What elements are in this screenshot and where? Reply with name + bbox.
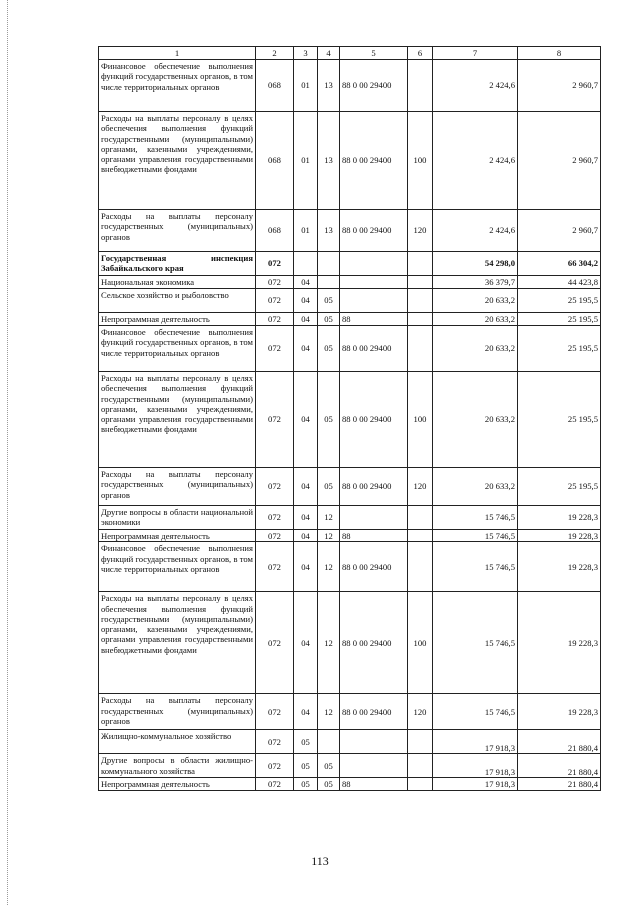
- cell-ministry-code: 068: [256, 60, 294, 112]
- cell-section: 04: [294, 313, 318, 326]
- cell-target-article: 88 0 00 29400: [340, 60, 408, 112]
- cell-section: 04: [294, 372, 318, 468]
- cell-expense-type: [408, 506, 433, 530]
- cell-subsection: 05: [318, 778, 340, 791]
- row-name: Финансовое обеспечение выполнения функций государственных органов, в том числе территориальных органов: [99, 542, 256, 592]
- cell-target-article: [340, 730, 408, 754]
- budget-table: [98, 46, 601, 791]
- row-name: Расходы на выплаты персоналу в целях обеспечения выполнения функций государственными (муниципальными) органами, казенными учреждениями, органами управления государственными внебюджетными фондами: [99, 372, 256, 468]
- cell-target-article: 88 0 00 29400: [340, 210, 408, 252]
- column-header: 7: [433, 47, 518, 60]
- cell-section: 05: [294, 730, 318, 754]
- cell-subsection: 05: [318, 754, 340, 778]
- cell-expense-type: [408, 326, 433, 372]
- cell-section: 04: [294, 542, 318, 592]
- cell-amount-1: 15 746,5: [433, 694, 518, 730]
- cell-amount-2: 25 195,5: [518, 372, 601, 468]
- cell-section: 04: [294, 276, 318, 289]
- cell-amount-1: 36 379,7: [433, 276, 518, 289]
- cell-target-article: 88: [340, 313, 408, 326]
- row-name: Другие вопросы в области национальной экономики: [99, 506, 256, 530]
- row-name: Непрограммная деятельность: [99, 778, 256, 791]
- cell-subsection: 05: [318, 289, 340, 313]
- cell-expense-type: 120: [408, 210, 433, 252]
- table-row: [99, 694, 601, 730]
- cell-expense-type: 120: [408, 468, 433, 506]
- cell-section: 04: [294, 592, 318, 694]
- cell-amount-1: 20 633,2: [433, 326, 518, 372]
- column-header: 5: [340, 47, 408, 60]
- cell-amount-2: 25 195,5: [518, 468, 601, 506]
- cell-section: 05: [294, 778, 318, 791]
- cell-amount-2: 19 228,3: [518, 694, 601, 730]
- cell-amount-1: 2 424,6: [433, 60, 518, 112]
- cell-ministry-code: 072: [256, 468, 294, 506]
- cell-amount-1: 15 746,5: [433, 592, 518, 694]
- cell-expense-type: [408, 754, 433, 778]
- cell-amount-2: 66 304,2: [518, 252, 601, 276]
- table-row: [99, 530, 601, 542]
- cell-target-article: [340, 289, 408, 313]
- cell-expense-type: 100: [408, 112, 433, 210]
- cell-subsection: 13: [318, 210, 340, 252]
- cell-subsection: 05: [318, 313, 340, 326]
- cell-amount-1: 20 633,2: [433, 289, 518, 313]
- cell-ministry-code: 072: [256, 778, 294, 791]
- cell-amount-2: 21 880,4: [518, 754, 601, 778]
- cell-amount-1: 54 298,0: [433, 252, 518, 276]
- cell-ministry-code: 072: [256, 542, 294, 592]
- row-name: Государственная инспекция Забайкальского края: [99, 252, 256, 276]
- cell-expense-type: [408, 530, 433, 542]
- cell-subsection: 12: [318, 530, 340, 542]
- cell-target-article: 88 0 00 29400: [340, 542, 408, 592]
- cell-ministry-code: 072: [256, 754, 294, 778]
- table-row: [99, 730, 601, 754]
- cell-section: 04: [294, 694, 318, 730]
- table-row: [99, 542, 601, 592]
- cell-target-article: 88 0 00 29400: [340, 372, 408, 468]
- cell-section: [294, 252, 318, 276]
- cell-subsection: [318, 276, 340, 289]
- cell-subsection: 12: [318, 592, 340, 694]
- cell-amount-1: 15 746,5: [433, 530, 518, 542]
- cell-target-article: 88: [340, 530, 408, 542]
- cell-expense-type: 100: [408, 372, 433, 468]
- row-name: Жилищно-коммунальное хозяйство: [99, 730, 256, 754]
- table-row: [99, 210, 601, 252]
- cell-subsection: 12: [318, 542, 340, 592]
- cell-ministry-code: 072: [256, 592, 294, 694]
- table-row: [99, 276, 601, 289]
- cell-amount-1: 15 746,5: [433, 542, 518, 592]
- cell-subsection: 12: [318, 506, 340, 530]
- cell-expense-type: [408, 313, 433, 326]
- cell-ministry-code: 072: [256, 530, 294, 542]
- row-name: Непрограммная деятельность: [99, 530, 256, 542]
- cell-ministry-code: 072: [256, 326, 294, 372]
- cell-target-article: [340, 252, 408, 276]
- cell-expense-type: [408, 276, 433, 289]
- row-name: Расходы на выплаты персоналу государственных (муниципальных) органов: [99, 694, 256, 730]
- column-header: 1: [99, 47, 256, 60]
- cell-target-article: [340, 506, 408, 530]
- column-header: 2: [256, 47, 294, 60]
- cell-ministry-code: 072: [256, 372, 294, 468]
- cell-ministry-code: 072: [256, 694, 294, 730]
- cell-amount-2: 25 195,5: [518, 313, 601, 326]
- table-row: [99, 289, 601, 313]
- column-header: 8: [518, 47, 601, 60]
- table-row: [99, 112, 601, 210]
- cell-amount-2: 44 423,8: [518, 276, 601, 289]
- cell-expense-type: 100: [408, 592, 433, 694]
- cell-amount-1: 2 424,6: [433, 210, 518, 252]
- cell-target-article: 88 0 00 29400: [340, 694, 408, 730]
- cell-expense-type: [408, 252, 433, 276]
- cell-target-article: 88 0 00 29400: [340, 112, 408, 210]
- cell-ministry-code: 072: [256, 506, 294, 530]
- cell-subsection: 13: [318, 112, 340, 210]
- cell-amount-1: 17 918,3: [433, 730, 518, 754]
- row-name: Сельское хозяйство и рыболовство: [99, 289, 256, 313]
- cell-target-article: [340, 276, 408, 289]
- margin-dotted-rule: [7, 0, 8, 905]
- row-name: Расходы на выплаты персоналу в целях обеспечения выполнения функций государственными (муниципальными) органами, казенными учреждениями, органами управления государственными внебюджетными фондами: [99, 112, 256, 210]
- cell-section: 01: [294, 112, 318, 210]
- cell-subsection: 13: [318, 60, 340, 112]
- cell-amount-2: 25 195,5: [518, 326, 601, 372]
- cell-ministry-code: 072: [256, 289, 294, 313]
- cell-section: 04: [294, 468, 318, 506]
- cell-amount-1: 2 424,6: [433, 112, 518, 210]
- table-row: [99, 313, 601, 326]
- cell-amount-2: 19 228,3: [518, 530, 601, 542]
- cell-expense-type: [408, 60, 433, 112]
- cell-expense-type: [408, 289, 433, 313]
- table-header-row: [99, 47, 601, 60]
- table-row: [99, 326, 601, 372]
- table-row: [99, 592, 601, 694]
- cell-amount-1: 17 918,3: [433, 754, 518, 778]
- cell-expense-type: [408, 730, 433, 754]
- cell-section: 01: [294, 210, 318, 252]
- cell-amount-1: 17 918,3: [433, 778, 518, 791]
- column-header: 6: [408, 47, 433, 60]
- cell-amount-2: 21 880,4: [518, 778, 601, 791]
- cell-expense-type: [408, 542, 433, 592]
- table-row: [99, 372, 601, 468]
- page-number: 113: [311, 854, 329, 868]
- cell-amount-2: 19 228,3: [518, 592, 601, 694]
- cell-amount-1: 15 746,5: [433, 506, 518, 530]
- row-name: Финансовое обеспечение выполнения функций государственных органов, в том числе территориальных органов: [99, 326, 256, 372]
- cell-section: 04: [294, 530, 318, 542]
- column-header: 4: [318, 47, 340, 60]
- row-name: Другие вопросы в области жилищно-коммунального хозяйства: [99, 754, 256, 778]
- cell-subsection: 05: [318, 326, 340, 372]
- cell-target-article: 88: [340, 778, 408, 791]
- cell-section: 01: [294, 60, 318, 112]
- row-name: Расходы на выплаты персоналу государственных (муниципальных) органов: [99, 468, 256, 506]
- cell-subsection: 12: [318, 694, 340, 730]
- cell-amount-2: 19 228,3: [518, 506, 601, 530]
- cell-subsection: [318, 252, 340, 276]
- cell-amount-1: 20 633,2: [433, 372, 518, 468]
- table-row: [99, 252, 601, 276]
- cell-amount-1: 20 633,2: [433, 313, 518, 326]
- row-name: Расходы на выплаты персоналу государственных (муниципальных) органов: [99, 210, 256, 252]
- cell-section: 04: [294, 289, 318, 313]
- cell-target-article: 88 0 00 29400: [340, 326, 408, 372]
- column-header: 3: [294, 47, 318, 60]
- cell-ministry-code: 068: [256, 210, 294, 252]
- table-row: [99, 754, 601, 778]
- cell-target-article: [340, 754, 408, 778]
- cell-amount-2: 2 960,7: [518, 60, 601, 112]
- cell-ministry-code: 072: [256, 730, 294, 754]
- cell-amount-1: 20 633,2: [433, 468, 518, 506]
- cell-subsection: [318, 730, 340, 754]
- row-name: Непрограммная деятельность: [99, 313, 256, 326]
- cell-ministry-code: 068: [256, 112, 294, 210]
- cell-target-article: 88 0 00 29400: [340, 592, 408, 694]
- cell-target-article: 88 0 00 29400: [340, 468, 408, 506]
- cell-ministry-code: 072: [256, 252, 294, 276]
- cell-expense-type: [408, 778, 433, 791]
- cell-amount-2: 21 880,4: [518, 730, 601, 754]
- table-row: [99, 468, 601, 506]
- cell-section: 04: [294, 326, 318, 372]
- cell-amount-2: 19 228,3: [518, 542, 601, 592]
- row-name: Национальная экономика: [99, 276, 256, 289]
- table-row: [99, 778, 601, 791]
- cell-section: 04: [294, 506, 318, 530]
- cell-subsection: 05: [318, 372, 340, 468]
- cell-expense-type: 120: [408, 694, 433, 730]
- table-row: [99, 60, 601, 112]
- cell-ministry-code: 072: [256, 276, 294, 289]
- table-row: [99, 506, 601, 530]
- cell-section: 05: [294, 754, 318, 778]
- row-name: Расходы на выплаты персоналу в целях обеспечения выполнения функций государственными (муниципальными) органами, казенными учреждениями, органами управления государственными внебюджетными фондами: [99, 592, 256, 694]
- row-name: Финансовое обеспечение выполнения функций государственных органов, в том числе территориальных органов: [99, 60, 256, 112]
- cell-subsection: 05: [318, 468, 340, 506]
- cell-amount-2: 25 195,5: [518, 289, 601, 313]
- cell-amount-2: 2 960,7: [518, 112, 601, 210]
- cell-ministry-code: 072: [256, 313, 294, 326]
- cell-amount-2: 2 960,7: [518, 210, 601, 252]
